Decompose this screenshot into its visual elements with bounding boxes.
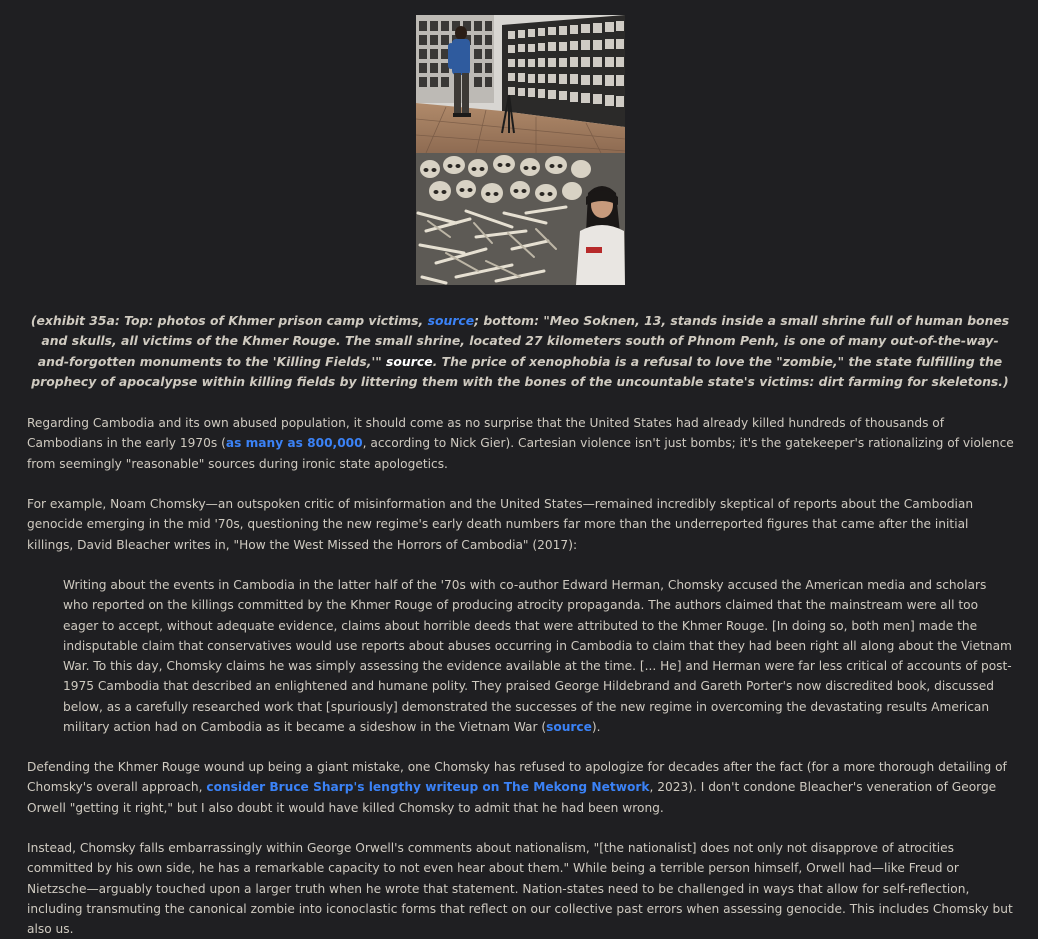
prison-photos-image [416,15,625,153]
caption-source-link-1[interactable]: source [427,313,475,328]
as-many-as-800000-link[interactable]: as many as 800,000 [225,436,363,451]
caption-text-3: . The price of xenophobia is a refusal to love the "zombie," the state fulfilling the prophecy of apocalypse within killing fields by littering them with the bones of the uncountable state's victims: dirt farming for skeletons.) [31,353,1009,390]
shrine-photo-image [416,153,625,285]
paragraph-chomsky-intro: For example, Noam Chomsky—an outspoken critic of misinformation and the United States—remained incredibly skeptical of reports about the Cambodian genocide emerging in the mid '70s, questioning the new regime's early death numbers far more than the underreported figures that came after the initial killings, David Bleacher writes in, "How the West Missed the Horrors of Cambodia" (2017): [27,497,974,552]
figure-caption [26,311,1014,393]
quote-text: Writing about the events in Cambodia in the latter half of the '70s with co-author Edward Herman, Chomsky accused the American media and scholars who reported on the killings committed by the Khmer Rouge of producing atrocity propaganda. The authors claimed that the mainstream were all too eager to accept, without adequate evidence, claims about horrible deeds that were attributed to the Khmer Rouge. [In doing so, both men] made the indisputable claim that conservatives would use reports about abuses occurring in Cambodia to claim that they had been right all along about the Vietnam War. To this day, Chomsky claims he was simply assessing the evidence available at the time. [... He] and Herman were far less critical of accounts of post-1975 Cambodia that described an enlightened and humane polity. They praised George Hildebrand and Gareth Porter's now discredited book, discussed below, as a carefully researched work that [spuriously] demonstrated the successes of the new regime in overcoming the devastating results American military action had on Cambodia as it became a sideshow in the Vietnam War ( [63,578,1012,735]
paragraph-orwell: Instead, Chomsky falls embarrassingly within George Orwell's comments about nationalism, "[the nationalist] does not only not disapprove of atrocities committed by his own side, he has a remarkable capacity to not even hear about them." While being a terrible person himself, Orwell had—like Freud or Nietzsche—arguably touched upon a larger truth when he wrote that statement. Nation-states need to be challenged in ways that allow for self-reflection, including transmuting the canonical zombie into iconoclastic forms that reflect on our collective past errors when assessing genocide. This includes Chomsky but also us. [27,841,1013,937]
blockquote-bleacher [63,575,1015,737]
caption-source-link-2[interactable]: source [386,353,433,369]
prison-photos-illustration [416,15,625,153]
paragraph-text: Regarding Cambodia and its own abused population, it should come as no surprise that the United States had already killed hundreds of thousands of Cambodians in the early 1970s ( [27,416,945,451]
paragraph-text: , according to Nick Gier). Cartesian violence isn't just bombs; it's the gatekeeper's rationalizing of violence from seemingly "reasonable" sources during ironic state apologetics. [27,436,1014,471]
paragraph-text: , 2023). I don't condone Bleacher's veneration of George Orwell "getting it right," but I also doubt it would have killed Chomsky to admit that he had been wrong. [27,780,997,815]
quote-text: ). [591,720,601,735]
bruce-sharp-writeup-link[interactable]: consider Bruce Sharp's lengthy writeup on The Mekong Network [206,780,650,795]
paragraph-text: Defending the Khmer Rouge wound up being a giant mistake, one Chomsky has refused to apologize for decades after the fact (for a more thorough detailing of Chomsky's overall approach, [27,760,1007,795]
paragraph-cambodia [27,413,1015,474]
caption-text-1: (exhibit 35a: Top: photos of Khmer prison camp victims, [30,313,428,328]
quote-source-link[interactable]: source [546,720,592,735]
paragraph-khmer-defense [27,757,1015,818]
caption-text-2: ; bottom: "Meo Soknen, 13, stands inside a small shrine full of human bones and skulls, all victims of the Khmer Rouge. The small shrine, located 27 kilometers south of Phnom Penh, is one of many out-of-the-way-and-forgotten monuments to the 'Killing Fields,'" [37,313,1010,369]
shrine-photo-illustration [416,153,625,285]
exhibit-figure [416,15,625,285]
